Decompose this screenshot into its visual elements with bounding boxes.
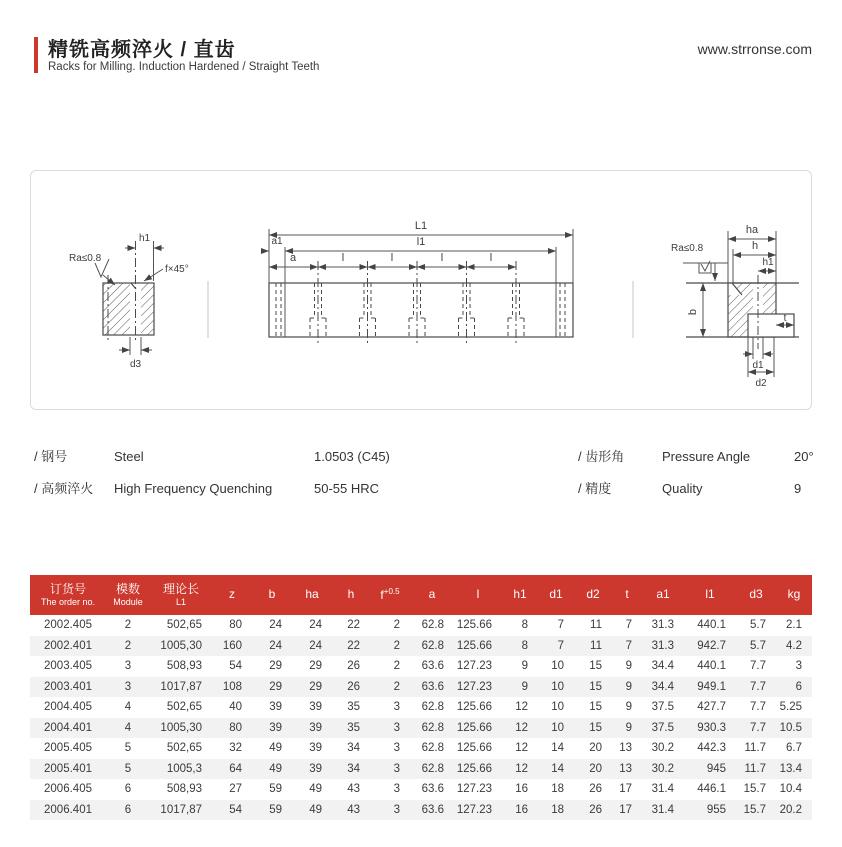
table-cell: 2003.401 [44, 680, 92, 693]
table-cell: 15 [589, 680, 602, 693]
table-cell: 502,65 [166, 619, 202, 632]
table-cell: 3 [795, 660, 802, 673]
column-header: $f^{+0.5}$ [380, 587, 400, 603]
dim-label-b: b [687, 308, 699, 316]
table-row [30, 697, 812, 718]
spec-value: 50-55 HRC [314, 481, 380, 496]
table-cell: 31.4 [651, 803, 674, 816]
table-cell: 508,93 [166, 660, 202, 673]
dim-label-l: l [440, 252, 444, 264]
table-cell: 63.6 [421, 660, 444, 673]
table-cell: 2 [393, 660, 400, 673]
column-header: h1 [513, 587, 527, 602]
table-cell: 508,93 [166, 783, 202, 796]
spec-label-en: Pressure Angle [662, 449, 751, 464]
right-view [671, 224, 799, 389]
table-cell: 17 [619, 803, 632, 816]
table-cell: 2 [393, 680, 400, 693]
table-cell: 39 [309, 742, 322, 755]
table-cell: 2006.401 [44, 803, 92, 816]
spec-label-en: High Frequency Quenching [114, 481, 273, 496]
dim-label-h1: h1 [762, 257, 774, 268]
table-cell: 24 [309, 639, 322, 652]
column-header: kg [787, 587, 801, 602]
table-cell: 39 [309, 762, 322, 775]
table-cell: 2005.401 [44, 762, 92, 775]
table-cell: 17 [619, 783, 632, 796]
spec-row-steel [34, 446, 474, 465]
table-cell: 955 [706, 803, 726, 816]
table-cell: 15 [589, 660, 602, 673]
table-cell: 127.23 [456, 783, 492, 796]
dim-label-l: l [341, 252, 345, 264]
dim-label-h: h [751, 240, 759, 252]
table-cell: 945 [706, 762, 726, 775]
table-cell: 125.66 [456, 742, 492, 755]
table-cell: 43 [347, 783, 360, 796]
table-cell: 26 [589, 783, 602, 796]
dim-label-d2: d2 [755, 378, 767, 389]
table-cell: 39 [309, 721, 322, 734]
table-cell: 7 [557, 639, 564, 652]
website-link[interactable]: www.strronse.com [697, 41, 812, 57]
table-cell: 2002.401 [44, 639, 92, 652]
table-cell: 18 [551, 783, 564, 796]
table-cell: 1017,87 [160, 680, 202, 693]
table-cell: 6 [795, 680, 802, 693]
table-cell: 24 [309, 619, 322, 632]
table-cell: 7 [557, 619, 564, 632]
table-row [30, 800, 812, 821]
table-cell: 29 [309, 660, 322, 673]
table-cell: 125.66 [456, 762, 492, 775]
dim-label-f45: f×45° [165, 264, 189, 275]
dim-label-a1: a1 [271, 236, 283, 247]
spec-row-quality [578, 478, 828, 497]
table-cell: 2 [393, 639, 400, 652]
table-row [30, 718, 812, 739]
table-cell: 37.5 [651, 721, 674, 734]
table-cell: 39 [269, 721, 282, 734]
table-cell: 30.2 [651, 762, 674, 775]
page-title: 精铣高频淬火 / 直齿 [48, 39, 236, 61]
table-cell: 7.7 [750, 721, 766, 734]
table-cell: 62.8 [421, 721, 444, 734]
spec-list-left [34, 446, 474, 510]
table-cell: 10.5 [779, 721, 802, 734]
table-cell: 29 [309, 680, 322, 693]
table-cell: 32 [229, 742, 242, 755]
spec-label-en: Quality [662, 481, 703, 496]
table-cell: 13.4 [779, 762, 802, 775]
table-cell: 1005,30 [160, 639, 202, 652]
table-cell: 20.2 [779, 803, 802, 816]
table-cell: 34.4 [651, 660, 674, 673]
table-cell: 13 [619, 742, 632, 755]
table-cell: 7.7 [750, 680, 766, 693]
column-header: h [347, 587, 355, 602]
table-cell: 125.66 [456, 701, 492, 714]
table-cell: 12 [515, 701, 528, 714]
table-cell: 7 [625, 639, 632, 652]
table-cell: 26 [347, 660, 360, 673]
spec-row-pressure-angle [578, 446, 828, 465]
table-cell: 2 [124, 639, 132, 652]
table-cell: 54 [229, 803, 242, 816]
table-cell: 63.6 [421, 680, 444, 693]
table-row [30, 636, 812, 657]
column-header: d3 [749, 587, 763, 602]
spec-list-right [578, 446, 828, 510]
table-cell: 446.1 [697, 783, 726, 796]
page-subtitle: Racks for Milling. Induction Hardened / Straight Teeth [48, 61, 320, 73]
spec-label-cn: / 钢号 [34, 449, 68, 464]
table-cell: 49 [269, 762, 282, 775]
table-cell: 2 [393, 619, 400, 632]
table-cell: 49 [309, 783, 322, 796]
table-cell: 9 [625, 660, 632, 673]
technical-drawing-panel [30, 170, 812, 410]
table-cell: 7.7 [750, 660, 766, 673]
table-cell: 3 [124, 680, 132, 693]
table-cell: 1005,3 [166, 762, 202, 775]
table-cell: 34.4 [651, 680, 674, 693]
table-cell: 7.7 [750, 701, 766, 714]
table-cell: 9 [625, 680, 632, 693]
table-cell: 35 [347, 701, 360, 714]
spec-label-cn: / 高频淬火 [34, 481, 94, 496]
table-cell: 2002.405 [44, 619, 92, 632]
table-cell: 12 [515, 721, 528, 734]
table-cell: 80 [229, 619, 242, 632]
table-cell: 20 [589, 762, 602, 775]
spec-value: 20° [794, 449, 814, 464]
table-cell: 39 [269, 701, 282, 714]
table-cell: 15 [589, 701, 602, 714]
table-cell: 2004.405 [44, 701, 92, 714]
table-cell: 15 [589, 721, 602, 734]
dim-label-l1: l1 [416, 236, 426, 248]
column-header: l1 [705, 587, 715, 602]
table-cell: 64 [229, 762, 242, 775]
table-cell: 20 [589, 742, 602, 755]
column-header: d2 [586, 587, 600, 602]
table-cell: 10 [551, 680, 564, 693]
table-cell: 5.7 [750, 619, 766, 632]
table-cell: 4 [124, 721, 132, 734]
table-cell: 9 [625, 701, 632, 714]
dim-label-l: l [390, 252, 394, 264]
dim-label-d1: d1 [752, 360, 764, 371]
table-cell: 8 [521, 619, 528, 632]
dim-label-d3: d3 [129, 359, 142, 370]
table-cell: 108 [222, 680, 242, 693]
table-cell: 949.1 [697, 680, 726, 693]
table-cell: 6 [124, 783, 132, 796]
table-cell: 5 [124, 742, 132, 755]
table-header [30, 575, 812, 615]
spec-label-en: Steel [114, 449, 144, 464]
table-cell: 502,65 [166, 742, 202, 755]
table-cell: 2006.405 [44, 783, 92, 796]
table-cell: 10 [551, 701, 564, 714]
table-cell: 3 [393, 742, 400, 755]
table-cell: 1017,87 [160, 803, 202, 816]
table-cell: 26 [589, 803, 602, 816]
table-cell: 30.2 [651, 742, 674, 755]
table-cell: 1005,30 [160, 721, 202, 734]
dim-label-a: a [289, 252, 297, 264]
table-cell: 9 [625, 721, 632, 734]
dim-label-h1: h1 [138, 233, 151, 244]
table-cell: 2005.405 [44, 742, 92, 755]
table-cell: 12 [515, 742, 528, 755]
column-header: b [268, 587, 276, 602]
table-cell: 62.8 [421, 619, 444, 632]
table-cell: 11.7 [744, 762, 766, 775]
left-view [69, 233, 189, 370]
spec-row-quenching [34, 478, 474, 497]
table-cell: 502,65 [166, 701, 202, 714]
table-cell: 2 [124, 619, 132, 632]
column-header: l [476, 587, 480, 602]
table-cell: 62.8 [421, 742, 444, 755]
table-cell: 10 [551, 721, 564, 734]
column-header: a [428, 587, 436, 602]
table-cell: 3 [393, 721, 400, 734]
table-row [30, 738, 812, 759]
column-header: z [229, 587, 235, 602]
table-cell: 125.66 [456, 721, 492, 734]
table-cell: 5.7 [750, 639, 766, 652]
table-cell: 16 [515, 783, 528, 796]
table-cell: 22 [347, 639, 360, 652]
spec-label-cn: / 齿形角 [578, 449, 625, 464]
table-cell: 5 [124, 762, 132, 775]
spec-value: 9 [794, 481, 802, 496]
table-row [30, 779, 812, 800]
table-cell: 18 [551, 803, 564, 816]
table-cell: 4.2 [786, 639, 802, 652]
column-header: t [625, 587, 629, 602]
table-cell: 62.8 [421, 701, 444, 714]
column-header: a1 [656, 587, 670, 602]
table-cell: 2.1 [786, 619, 802, 632]
table-cell: 27 [229, 783, 242, 796]
table-cell: 3 [393, 701, 400, 714]
table-cell: 13 [619, 762, 632, 775]
table-cell: 49 [309, 803, 322, 816]
spec-label-cn: / 精度 [578, 481, 612, 496]
table-cell: 39 [309, 701, 322, 714]
dim-label-L1: L1 [414, 220, 428, 232]
table-cell: 11.7 [744, 742, 766, 755]
table-cell: 59 [269, 803, 282, 816]
table-cell: 29 [269, 680, 282, 693]
table-row [30, 759, 812, 780]
table-cell: 63.6 [421, 803, 444, 816]
table-cell: 59 [269, 783, 282, 796]
table-cell: 35 [347, 721, 360, 734]
table-cell: 15.7 [743, 803, 766, 816]
column-header: 模数 Module [113, 581, 143, 607]
roughness-label: Ra≤0.8 [671, 243, 704, 254]
table-cell: 62.8 [421, 639, 444, 652]
accent-bar [34, 37, 38, 73]
table-cell: 10 [551, 660, 564, 673]
table-cell: 440.1 [697, 660, 726, 673]
table-cell: 942.7 [697, 639, 726, 652]
table-cell: 62.8 [421, 762, 444, 775]
table-cell: 15.7 [743, 783, 766, 796]
table-cell: 12 [515, 762, 528, 775]
table-cell: 4 [124, 701, 132, 714]
table-cell: 29 [269, 660, 282, 673]
table-cell: 34 [347, 742, 360, 755]
table-cell: 160 [222, 639, 242, 652]
table-cell: 440.1 [697, 619, 726, 632]
spec-value: 1.0503 (C45) [314, 449, 390, 464]
table-cell: 442.3 [697, 742, 726, 755]
column-header: 订货号 The order no. [40, 581, 96, 607]
table-cell: 26 [347, 680, 360, 693]
column-header: 理论长 L1 [162, 581, 199, 607]
table-cell: 6 [124, 803, 132, 816]
table-cell: 22 [347, 619, 360, 632]
table-cell: 14 [551, 742, 564, 755]
table-cell: 9 [521, 660, 528, 673]
table-cell: 24 [269, 619, 282, 632]
table-cell: 7 [625, 619, 632, 632]
table-cell: 24 [269, 639, 282, 652]
table-cell: 127.23 [456, 660, 492, 673]
column-header: d1 [549, 587, 563, 602]
table-cell: 80 [229, 721, 242, 734]
table-cell: 2004.401 [44, 721, 92, 734]
table-cell: 3 [393, 803, 400, 816]
table-cell: 34 [347, 762, 360, 775]
table-cell: 2003.405 [44, 660, 92, 673]
dim-label-l: l [489, 252, 493, 264]
table-cell: 3 [124, 660, 132, 673]
table-cell: 930.3 [697, 721, 726, 734]
table-row [30, 615, 812, 636]
table-cell: 127.23 [456, 803, 492, 816]
table-cell: 427.7 [697, 701, 726, 714]
table-cell: 31.3 [651, 639, 674, 652]
table-row [30, 656, 812, 677]
table-cell: 63.6 [421, 783, 444, 796]
table-body [30, 615, 812, 820]
table-cell: 40 [229, 701, 242, 714]
table-cell: 3 [393, 762, 400, 775]
table-cell: 9 [521, 680, 528, 693]
dim-label-ha: ha [745, 224, 759, 236]
hole-group [310, 261, 524, 343]
table-cell: 125.66 [456, 619, 492, 632]
table-cell: 11 [590, 639, 602, 652]
table-cell: 3 [393, 783, 400, 796]
table-cell: 6.7 [786, 742, 802, 755]
table-cell: 37.5 [651, 701, 674, 714]
table-cell: 49 [269, 742, 282, 755]
table-cell: 10.4 [779, 783, 802, 796]
table-cell: 54 [229, 660, 242, 673]
column-header: ha [305, 587, 319, 602]
table-row [30, 677, 812, 698]
table-cell: 31.4 [651, 783, 674, 796]
technical-drawing [31, 171, 811, 409]
table-cell: 5.25 [779, 701, 802, 714]
table-cell: 43 [347, 803, 360, 816]
spec-table [30, 575, 812, 820]
table-header-row [30, 575, 812, 615]
table-cell: 8 [521, 639, 528, 652]
table-cell: 127.23 [456, 680, 492, 693]
table-cell: 11 [590, 619, 602, 632]
table-cell: 125.66 [456, 639, 492, 652]
table-cell: 16 [515, 803, 528, 816]
table-cell: 14 [551, 762, 564, 775]
dim-label-t: t [783, 313, 787, 324]
roughness-label: Ra≤0.8 [69, 253, 102, 264]
table-cell: 31.3 [651, 619, 674, 632]
middle-view [261, 220, 573, 343]
